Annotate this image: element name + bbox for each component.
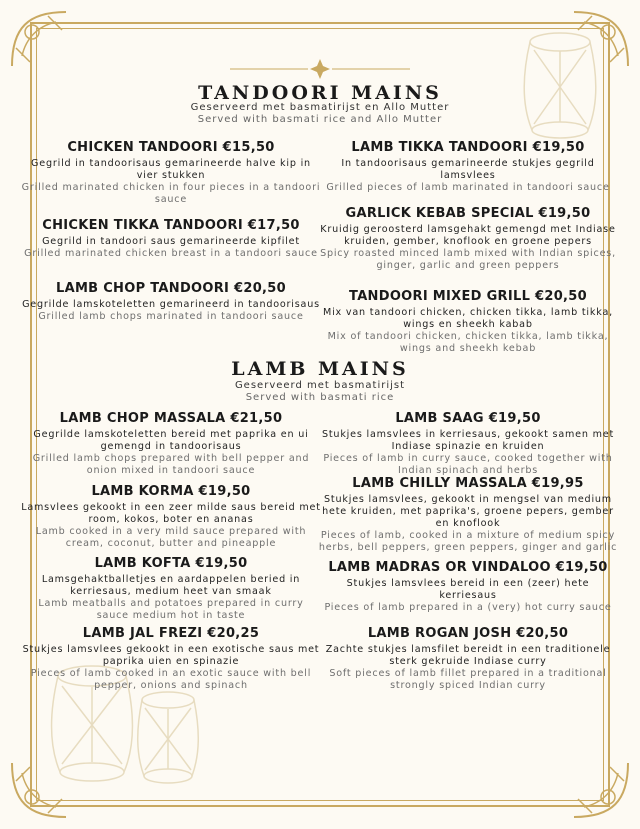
item-name: LAMB CHILLY MASSALA €19,95 [352,476,584,491]
item-name: LAMB TIKKA TANDOORI €19,50 [351,140,585,155]
item-description-nl: Stukjes lamsvlees gekookt in een exotische saus met paprika uien en spinazie [22,644,320,667]
menu-item [21,556,321,622]
item-description-nl: Kruidig geroosterd lamsgehakt gemengd met Indiase kruiden, gember, knoflook en groene pepers [320,224,616,247]
item-description-en: Mix of tandoori chicken, chicken tikka, lamb tikka, wings and sheekh kebab [327,331,609,354]
item-name: LAMB MADRAS OR VINDALOO €19,50 [328,560,608,575]
item-name: GARLICK KEBAB SPECIAL €19,50 [345,206,591,221]
item-description-nl: Gegrilde lamskoteletten gemarineerd in tandoorisaus [22,299,320,310]
menu-item [21,484,321,550]
item-name: CHICKEN TANDOORI €15,50 [67,140,275,155]
menu-item [318,140,618,194]
item-name: LAMB CHOP MASSALA €21,50 [59,411,283,426]
item-name: LAMB KOFTA €19,50 [94,556,248,571]
item-name: LAMB ROGAN JOSH €20,50 [367,626,569,641]
menu-item [21,140,321,206]
item-description-en: Grilled marinated chicken breast in a tandoori sauce [24,248,318,259]
item-description-en: Grilled lamb chops marinated in tandoori sauce [38,311,304,322]
item-description-nl: Gegrild in tandoori saus gemarineerde kipfilet [42,236,300,247]
menu-item [21,218,321,260]
section-title-tandoori: TANDOORI MAINS [198,82,442,104]
item-description-nl: Gegrilde lamskoteletten bereid met paprika en ui gemengd in tandoorisaus [33,429,309,452]
item-description-en: Pieces of lamb in curry sauce, cooked together with Indian spinach and herbs [323,453,613,476]
menu-item [318,411,618,477]
item-name: LAMB KORMA €19,50 [91,484,251,499]
menu-item [318,289,618,355]
menu-item [21,411,321,477]
item-name: TANDOORI MIXED GRILL €20,50 [349,289,587,304]
item-description-en: Soft pieces of lamb fillet prepared in a traditional strongly spiced Indian curry [329,668,607,691]
item-description-nl: Lamsgehaktballetjes en aardappelen beried in kerriesaus, medium heet van smaak [41,574,301,597]
item-description-en: Grilled marinated chicken in four pieces in a tandoori sauce [21,182,321,205]
item-description-nl: Lamsvlees gekookt in een zeer milde saus bereid met room, kokos, boter en ananas [21,502,321,525]
item-description-en: Pieces of lamb prepared in a (very) hot curry sauce [324,602,612,613]
menu-item [318,206,618,272]
item-description-en: Grilled pieces of lamb marinated in tandoori sauce [326,182,610,193]
item-name: CHICKEN TIKKA TANDOORI €17,50 [42,218,300,233]
menu-item [21,281,321,323]
item-description-en: Spicy roasted minced lamb mixed with Indian spices, ginger, garlic and green peppers [320,248,616,271]
item-description-nl: Zachte stukjes lamsfilet bereidt in een traditionele sterk gekruide Indiase curry [325,644,611,667]
item-description-nl: Stukjes lamsvlees, gekookt in mengsel van medium hete kruiden, met paprika's, groene pepers, gember en knoflook [322,494,614,529]
menu-item [318,626,618,692]
item-description-en: Pieces of lamb, cooked in a mixture of medium spicy herbs, bell peppers, green peppers, ginger and garlic [318,530,618,553]
item-description-en: Grilled lamb chops prepared with bell pepper and onion mixed in tandoori sauce [32,453,310,476]
section-subtitle-en: Served with basmati rice and Allo Mutter [197,114,443,125]
section-subtitle-en: Served with basmati rice [245,392,395,403]
item-description-nl: Stukjes lamsvlees in kerriesaus, gekookt samen met Indiase spinazie en kruiden [321,429,615,452]
section-title-lamb: LAMB MAINS [231,358,409,380]
drum-illustration-bottom-left-small [132,688,204,788]
item-description-en: Lamb cooked in a very mild sauce prepared with cream, coconut, butter and pineapple [35,526,307,549]
item-description-nl: Mix van tandoori chicken, chicken tikka, lamb tikka, wings en sheekh kabab [323,307,613,330]
corner-ornament-bottom-right [570,759,632,821]
item-name: LAMB CHOP TANDOORI €20,50 [56,281,286,296]
menu-item [318,560,618,614]
corner-ornament-top-left [8,8,70,70]
item-description-en: Pieces of lamb cooked in an exotic sauce with bell pepper, onions and spinach [30,668,312,691]
item-description-en: Lamb meatballs and potatoes prepared in curry sauce medium hot in taste [38,598,304,621]
section-subtitle-nl: Geserveerd met basmatirijst [234,380,406,391]
section-subtitle-nl: Geserveerd met basmatirijst en Allo Mutter [190,102,450,113]
item-description-nl: Gegrild in tandoorisaus gemarineerde halve kip in vier stukken [31,158,311,181]
item-name: LAMB SAAG €19,50 [395,411,541,426]
title-ornament [220,58,420,80]
menu-item [21,626,321,692]
item-description-nl: In tandoorisaus gemarineerde stukjes gegrild lamsvlees [341,158,595,181]
menu-item [318,476,618,554]
item-description-nl: Stukjes lamsvlees bereid in een (zeer) hete kerriesaus [346,578,590,601]
item-name: LAMB JAL FREZI €20,25 [82,626,260,641]
